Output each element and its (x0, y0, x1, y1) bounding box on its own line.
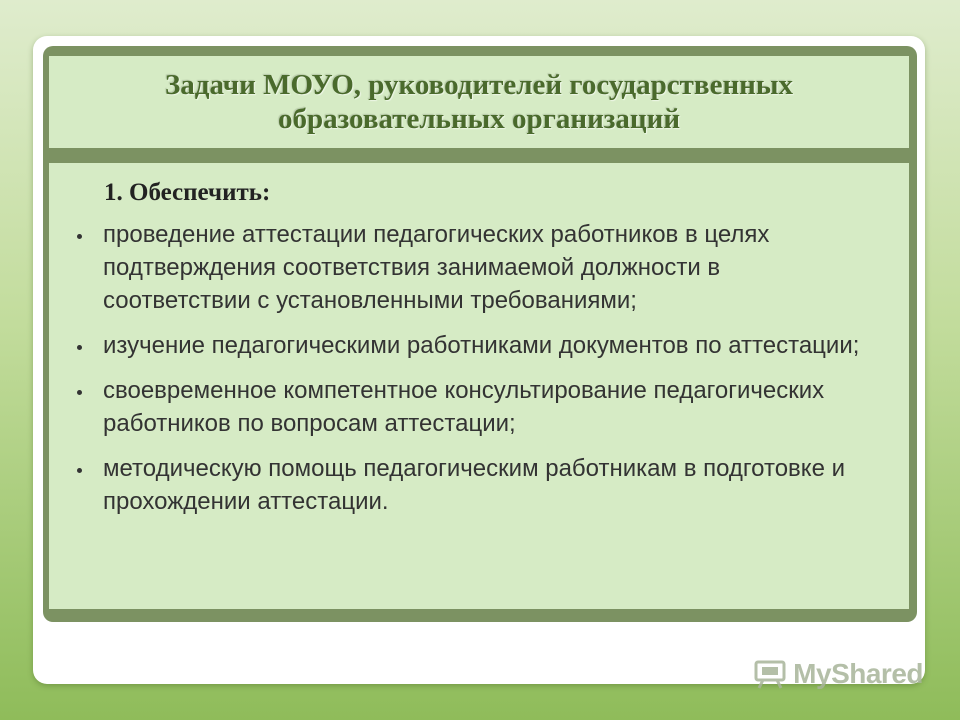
bullet-text: своевременное компетентное консультирование педагогических работников по вопросам аттестации; (103, 377, 825, 437)
list-item (72, 452, 872, 518)
presentation-board-icon (753, 659, 787, 689)
bullet-icon (77, 234, 82, 239)
list-item (72, 218, 872, 317)
list-item (72, 374, 872, 440)
bullet-text: изучение педагогическими работниками документов по аттестации; (103, 332, 860, 359)
bullet-list (72, 218, 872, 530)
watermark-text: MyShared (793, 658, 923, 689)
watermark-logo (753, 658, 923, 690)
bullet-text: методическую помощь педагогическим работникам в подготовке и прохождении аттестации. (103, 455, 845, 515)
slide-title: Задачи МОУО, руководителей государственных образовательных организаций (164, 69, 794, 135)
title-panel (49, 56, 909, 148)
list-item (72, 329, 872, 362)
bullet-icon (77, 345, 82, 350)
bullet-icon (77, 468, 82, 473)
bullet-text: проведение аттестации педагогических работников в целях подтверждения соответствия занимаемой должности в соответствии с установленными требованиями; (103, 221, 770, 314)
section-heading: 1. Обеспечить: (104, 179, 271, 206)
bullet-icon (77, 390, 82, 395)
